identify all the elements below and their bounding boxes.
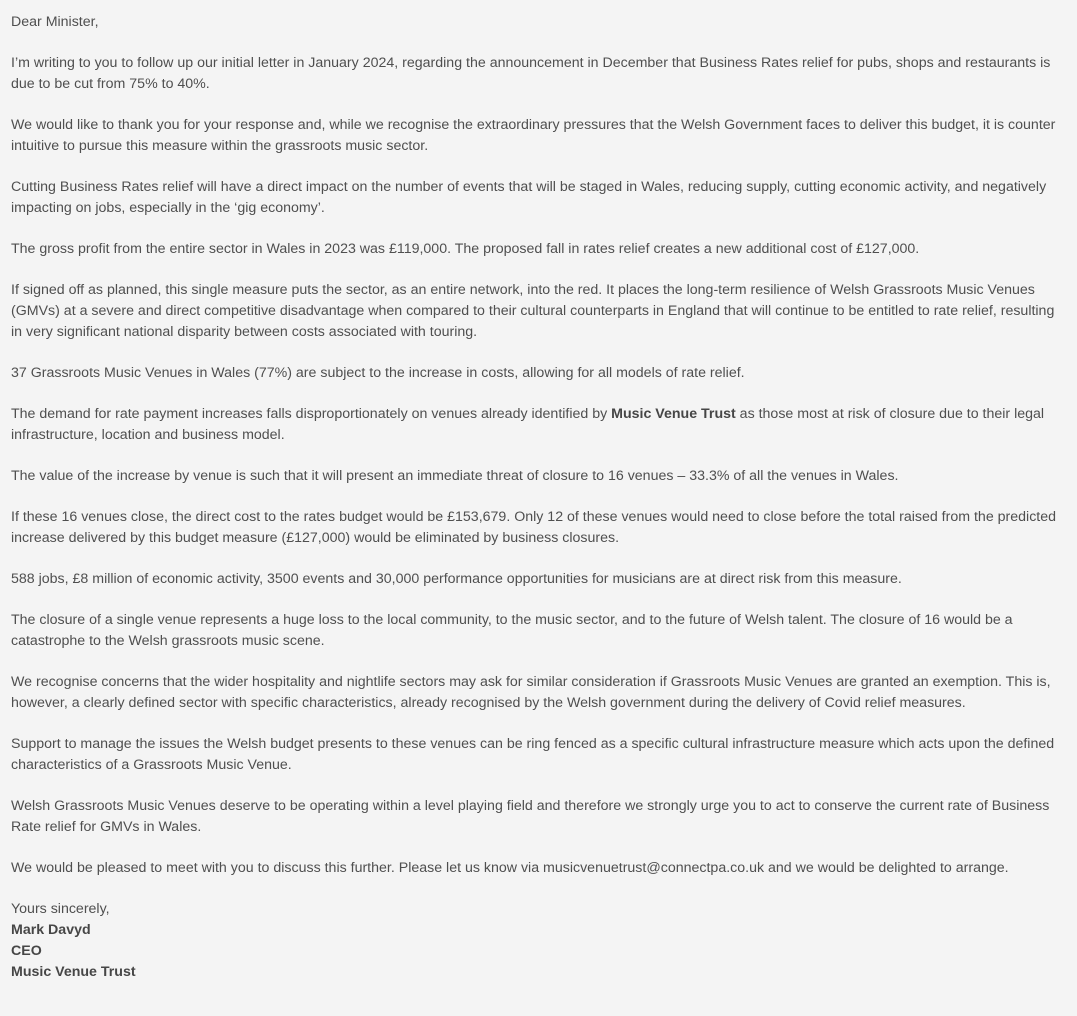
paragraph-threat: The value of the increase by venue is such that it will present an immediate threat of closure to 16 venues – 33.3% of all the venues in Wales. — [11, 468, 899, 484]
paragraph-community-loss: The closure of a single venue represents a huge loss to the local community, to the music sector, and to the future of Welsh talent. The closure of 16 would be a catastrophe to the Welsh grassroots music scene. — [11, 612, 1013, 649]
paragraph-jobs-risk: 588 jobs, £8 million of economic activity, 3500 events and 30,000 performance opportunities for musicians are at direct risk from this measure. — [11, 571, 902, 587]
paragraph-thanks: We would like to thank you for your response and, while we recognise the extraordinary pressures that the Welsh Government faces to deliver this budget, it is counter intuitive to pursue this measure within the grassroots music sector. — [11, 117, 1056, 154]
paragraph-demand-text-start: The demand for rate payment increases falls disproportionately on venues already identified by — [11, 406, 612, 422]
paragraph-resilience: If signed off as planned, this single measure puts the sector, as an entire network, into the red. It places the long-term resilience of Welsh Grassroots Music Venues (GMVs) at a severe and direct competitive disadvantage when compared to their cultural counterparts in England that will continue to be entitled to rate relief, resulting in very significant national disparity between costs associated with touring. — [11, 282, 1055, 340]
signatory-organisation: Music Venue Trust — [11, 964, 136, 980]
paragraph-follow-up: I’m writing to you to follow up our initial letter in January 2024, regarding the announcement in December that Business Rates relief for pubs, shops and restaurants is due to be cut from 75% to 40%. — [11, 55, 1051, 92]
salutation: Dear Minister, — [11, 14, 99, 30]
paragraph-demand — [11, 404, 1066, 446]
paragraph-urge: Welsh Grassroots Music Venues deserve to be operating within a level playing field and therefore we strongly urge you to act to conserve the current rate of Business Rate relief for GMVs in Wales. — [11, 798, 1050, 835]
signoff-block — [11, 899, 1066, 983]
signatory-title: CEO — [11, 943, 42, 959]
paragraph-gross-profit: The gross profit from the entire sector in Wales in 2023 was £119,000. The proposed fall in rates relief creates a new additional cost of £127,000. — [11, 241, 920, 257]
paragraph-meeting: We would be pleased to meet with you to discuss this further. Please let us know via musicvenuetrust@connectpa.co.uk and we would be delighted to arrange. — [11, 860, 1009, 876]
paragraph-ring-fence: Support to manage the issues the Welsh budget presents to these venues can be ring fenced as a specific cultural infrastructure measure which acts upon the defined characteristics of a Grassroots Music Venue. — [11, 736, 1055, 773]
paragraph-venues-count: 37 Grassroots Music Venues in Wales (77%) are subject to the increase in costs, allowing for all models of rate relief. — [11, 365, 745, 381]
paragraph-demand-text-end: as those most at risk of closure due to their legal infrastructure, location and business model. — [11, 406, 1045, 443]
closing-line: Yours sincerely, — [11, 901, 110, 917]
paragraph-impact: Cutting Business Rates relief will have a direct impact on the number of events that will be staged in Wales, reducing supply, cutting economic activity, and negatively impacting on jobs, especially in the ‘gig economy’. — [11, 179, 1047, 216]
paragraph-closure-cost: If these 16 venues close, the direct cost to the rates budget would be £153,679. Only 12 of these venues would need to close before the total raised from the predicted increase delivered by this budget measure (£127,000) would be eliminated by business closures. — [11, 509, 1057, 546]
org-name-bold: Music Venue Trust — [611, 406, 736, 422]
signatory-name: Mark Davyd — [11, 922, 91, 938]
paragraph-concerns: We recognise concerns that the wider hospitality and nightlife sectors may ask for similar consideration if Grassroots Music Venues are granted an exemption. This is, however, a clearly defined sector with specific characteristics, already recognised by the Welsh government during the delivery of Covid relief measures. — [11, 674, 1051, 711]
